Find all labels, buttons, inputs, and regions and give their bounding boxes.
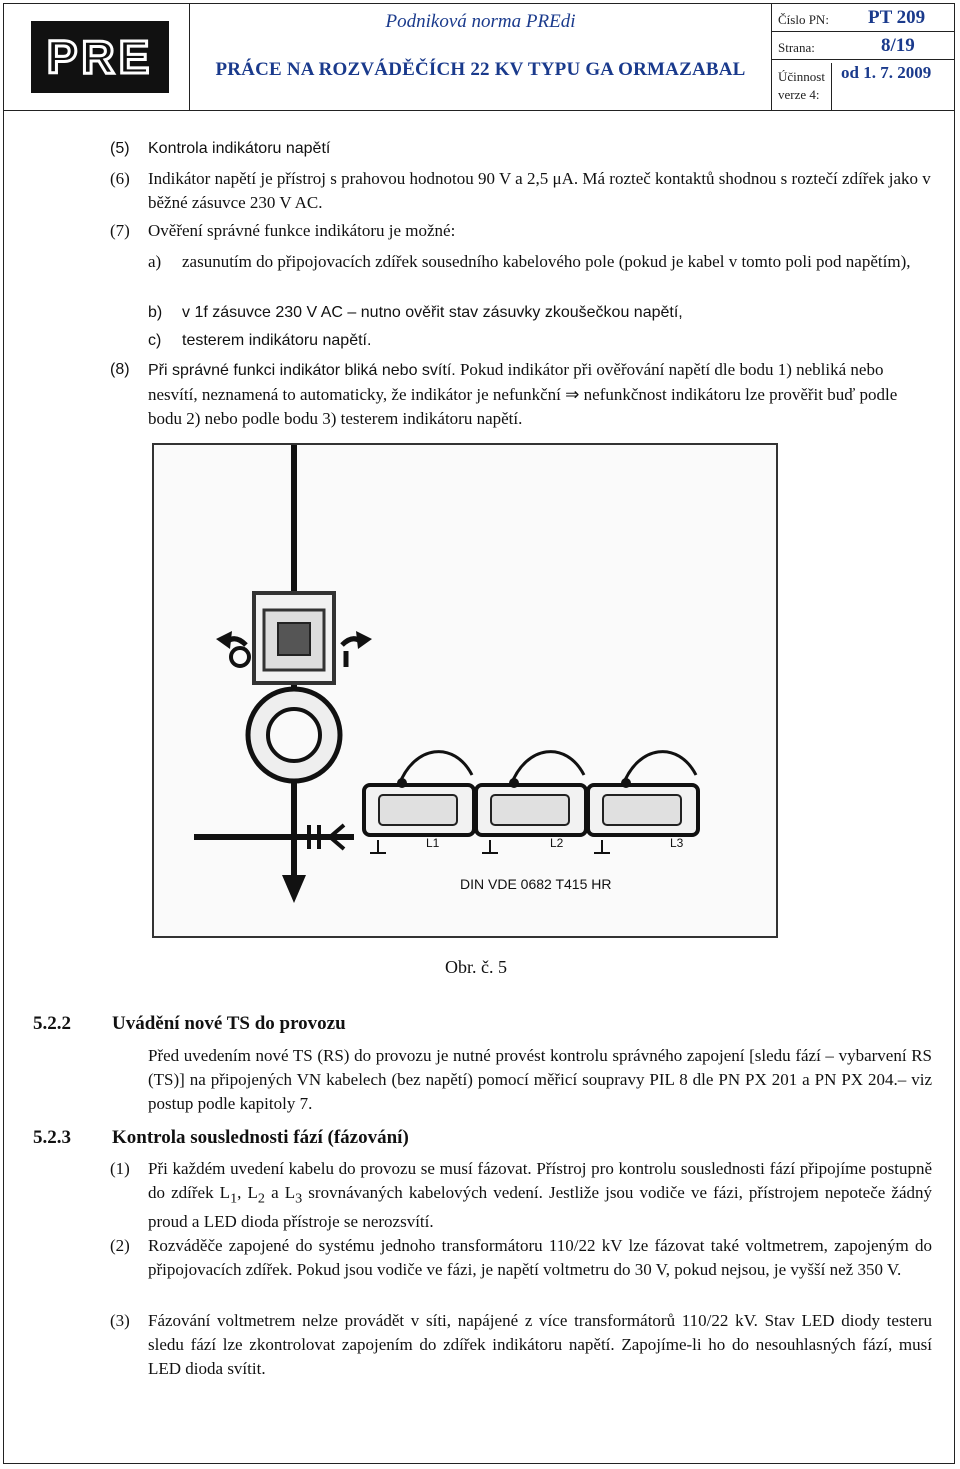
item-number: (3) — [110, 1311, 130, 1330]
text-part: Při každém uvedení kabelu do provozu se musí fázovat. Přístroj pro kontrolu souslednosti fází připojíme postupně do zdířek L — [148, 1159, 932, 1202]
item-text — [148, 1157, 932, 1234]
strana-value: 8/19 — [881, 35, 915, 56]
subscript: 3 — [295, 1190, 303, 1207]
item-text: Rozváděče zapojené do systému jednoho transformátoru 110/22 kV lze fázovat také voltmetrem, zapojeným do připojovacích zdířek. Pokud jsou vodiče ve fázi, je napětí voltmetru do 30 V, pokud nejsou, je vyšší než 350 V. — [148, 1236, 932, 1279]
figure-caption: Obr. č. 5 — [445, 957, 507, 977]
verze-label: verze 4: — [778, 87, 820, 102]
section-title: Kontrola souslednosti fází (fázování) — [112, 1127, 409, 1148]
figure-indicator-diagram — [152, 443, 778, 938]
arrow-down-icon — [282, 875, 306, 903]
subscript: 1 — [230, 1190, 238, 1207]
rotate-left-icon — [216, 631, 232, 649]
label-l1: L1 — [426, 836, 440, 850]
item-text — [148, 358, 932, 431]
standard-label: DIN VDE 0682 T415 HR — [460, 876, 612, 892]
socket-l2 — [476, 752, 586, 853]
item-number: (6) — [110, 169, 130, 188]
section-title: Uvádění nové TS do provozu — [112, 1013, 346, 1034]
cislo-label: Číslo PN: — [778, 12, 829, 27]
strana-label: Strana: — [778, 40, 815, 55]
item-number: (7) — [110, 221, 130, 240]
ucinnost-label: Účinnost — [778, 69, 825, 84]
item-number: (8) — [110, 361, 130, 378]
rotate-right-icon — [356, 631, 372, 649]
item-number: (5) — [110, 140, 130, 157]
section-number: 5.2.2 — [33, 1013, 71, 1034]
subitem-letter: a) — [148, 252, 162, 271]
subitem-letter: b) — [148, 304, 163, 321]
norm-name: Podniková norma PREdi — [385, 11, 576, 32]
ucinnost-value: od 1. 7. 2009 — [841, 63, 932, 82]
socket-l1 — [364, 752, 474, 853]
item-number: (2) — [110, 1236, 130, 1255]
text-part: a L — [264, 1183, 296, 1202]
indicator-display — [278, 623, 310, 655]
item-text-part: nefunkčnost indikátoru lze prověřit buď podle bodu 2) nebo podle bodu 3) testerem indikátoru napětí. — [148, 385, 898, 428]
section-number: 5.2.3 — [33, 1127, 71, 1148]
subitem-text: v 1f zásuvce 230 V AC – nutno ověřit stav zásuvky zkoušečkou napětí, — [182, 304, 683, 321]
subitem-text: zasunutím do připojovacích zdířek sousedního kabelového pole (pokud je kabel v tomto poli pod napětím), — [182, 252, 911, 271]
item-text: Indikátor napětí je přístroj s prahovou hodnotou 90 V a 2,5 μA. Má rozteč kontaktů shodnou s roztečí zdířek jako v běžné zásuvce 230 V AC. — [148, 169, 931, 212]
item-text-part: Při správné funkci indikátor bliká nebo svítí. — [148, 362, 456, 379]
document-title: PRÁCE NA ROZVÁDĚČÍCH 22 KV TYPU GA ORMAZABAL — [215, 59, 746, 80]
item-text: Ověření správné funkce indikátoru je možné: — [148, 221, 456, 240]
section-522-text: Před uvedením nové TS (RS) do provozu je nutné provést kontrolu správného zapojení [sledu fází – vybarvení RS (TS)] na připojených VN kabelech (bez napětí) pomocí měřicí soupravy PIL 8 dle PN PX 201 a PN PX 204.– viz postup podle kapitoly 7. — [148, 1046, 932, 1113]
implies-arrow-icon: ⇒ — [565, 385, 580, 404]
item-text: Fázování voltmetrem nelze provádět v síti, napájené z více transformátorů 110/22 kV. Stav LED diody testeru sledu fází lze zkontrolovat zapojením do zdířek indikátoru napětí. Zapojíme-li ho do nesouhlasných fází, musí LED dioda svítit. — [148, 1311, 932, 1378]
item-number: (1) — [110, 1159, 130, 1178]
label-l2: L2 — [550, 836, 564, 850]
text-part: srovnávaných kabelových vedení. Jestliže jsou vodiče ve fázi, přístrojem nepoteče žádný proud a LED dioda přístroje se nerozsvítí. — [148, 1183, 933, 1232]
label-l3: L3 — [670, 836, 684, 850]
text-part: , L — [237, 1183, 258, 1202]
subscript: 2 — [257, 1190, 265, 1207]
logo-text: PRE — [46, 31, 154, 83]
cislo-value: PT 209 — [868, 7, 926, 28]
subitem-text: testerem indikátoru napětí. — [182, 332, 372, 349]
symbol-o-icon — [231, 648, 249, 666]
subitem-letter: c) — [148, 332, 162, 349]
item-text-part: Pokud indikátor při ověřování napětí dle bodu 1) nebliká nebo nesvítí, neznamená to automaticky, že indikátor je nefunkční — [148, 360, 884, 404]
item-text: Kontrola indikátoru napětí — [148, 140, 331, 157]
